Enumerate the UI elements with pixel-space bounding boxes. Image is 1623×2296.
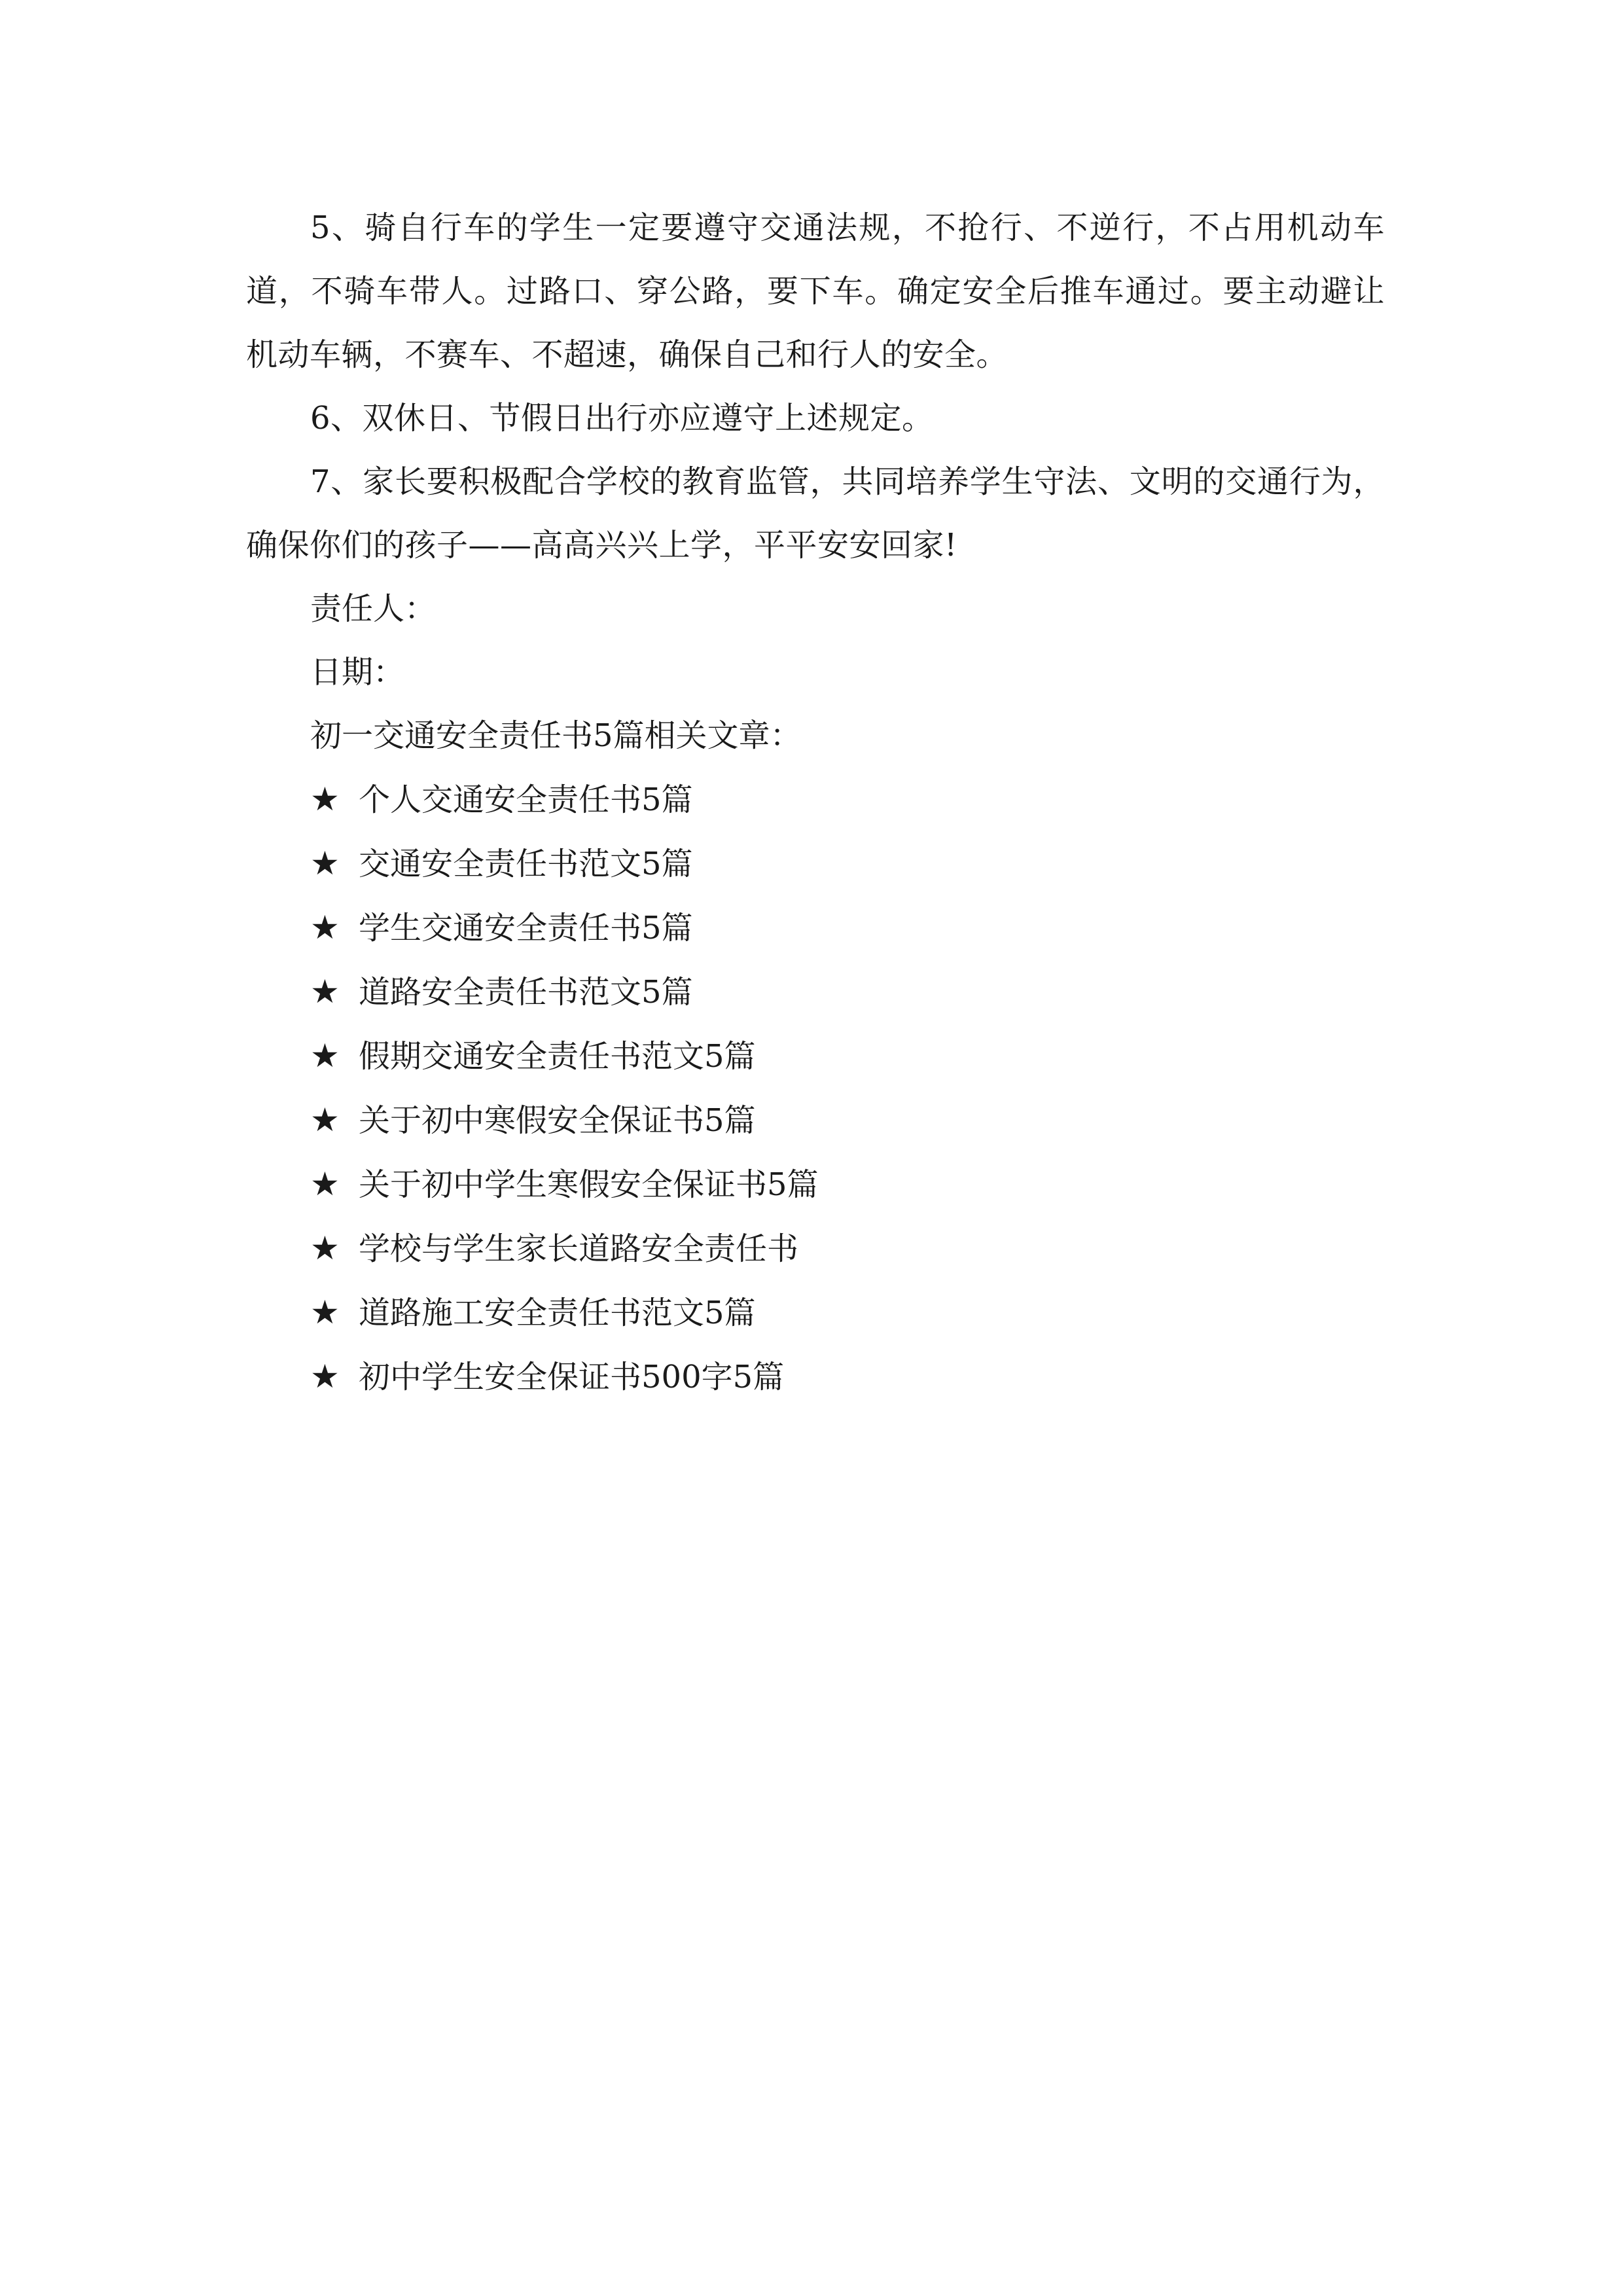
related-article-link[interactable]: 关于初中学生寒假安全保证书5篇 [359,1166,819,1203]
star-icon: ★ [310,780,340,818]
star-icon: ★ [310,1357,340,1395]
related-article-link[interactable]: 初中学生安全保证书500字5篇 [359,1359,785,1395]
related-article-item[interactable] [246,960,1385,1024]
related-article-link[interactable]: 学校与学生家长道路安全责任书 [359,1230,799,1267]
document-body [246,196,1385,1409]
star-icon: ★ [310,1037,340,1075]
star-icon: ★ [310,1165,340,1203]
related-article-item[interactable] [246,832,1385,896]
paragraph-rule-5: 5、骑自行车的学生一定要遵守交通法规，不抢行、不逆行，不占用机动车道，不骑车带人。过路口、穿公路，要下车。确定安全后推车通过。要主动避让机动车辆，不赛车、不超速，确保自己和行人的安全。 [246,209,1385,373]
related-article-item[interactable] [246,1153,1385,1217]
star-icon: ★ [310,908,340,946]
paragraph-rule-7: 7、家长要积极配合学校的教育监管，共同培养学生守法、文明的交通行为，确保你们的孩子——高高兴兴上学，平平安安回家! [246,463,1385,564]
related-article-link[interactable]: 交通安全责任书范文5篇 [359,846,693,882]
related-articles-heading: 初一交通安全责任书5篇相关文章： [310,717,802,754]
related-article-link[interactable]: 道路安全责任书范文5篇 [359,974,693,1011]
related-article-link[interactable]: 道路施工安全责任书范文5篇 [359,1295,756,1331]
related-article-item[interactable] [246,1088,1385,1153]
related-article-link[interactable]: 个人交通安全责任书5篇 [359,781,693,818]
related-article-link[interactable]: 学生交通安全责任书5篇 [359,910,693,946]
related-article-link[interactable]: 假期交通安全责任书范文5篇 [359,1038,756,1075]
related-article-item[interactable] [246,1281,1385,1345]
related-article-item[interactable] [246,1024,1385,1088]
star-icon: ★ [310,1229,340,1267]
paragraph-rule-6: 6、双休日、节假日出行亦应遵守上述规定。 [310,400,934,437]
date-label: 日期： [310,654,405,691]
star-icon: ★ [310,1293,340,1331]
related-article-item[interactable] [246,1345,1385,1409]
star-icon: ★ [310,844,340,882]
responsible-person-label: 责任人： [310,590,437,627]
related-article-item[interactable] [246,1217,1385,1281]
star-icon: ★ [310,1101,340,1139]
related-article-link[interactable]: 关于初中寒假安全保证书5篇 [359,1102,756,1139]
related-article-item[interactable] [246,768,1385,832]
related-articles-list [246,768,1385,1409]
related-article-item[interactable] [246,896,1385,960]
star-icon: ★ [310,973,340,1011]
